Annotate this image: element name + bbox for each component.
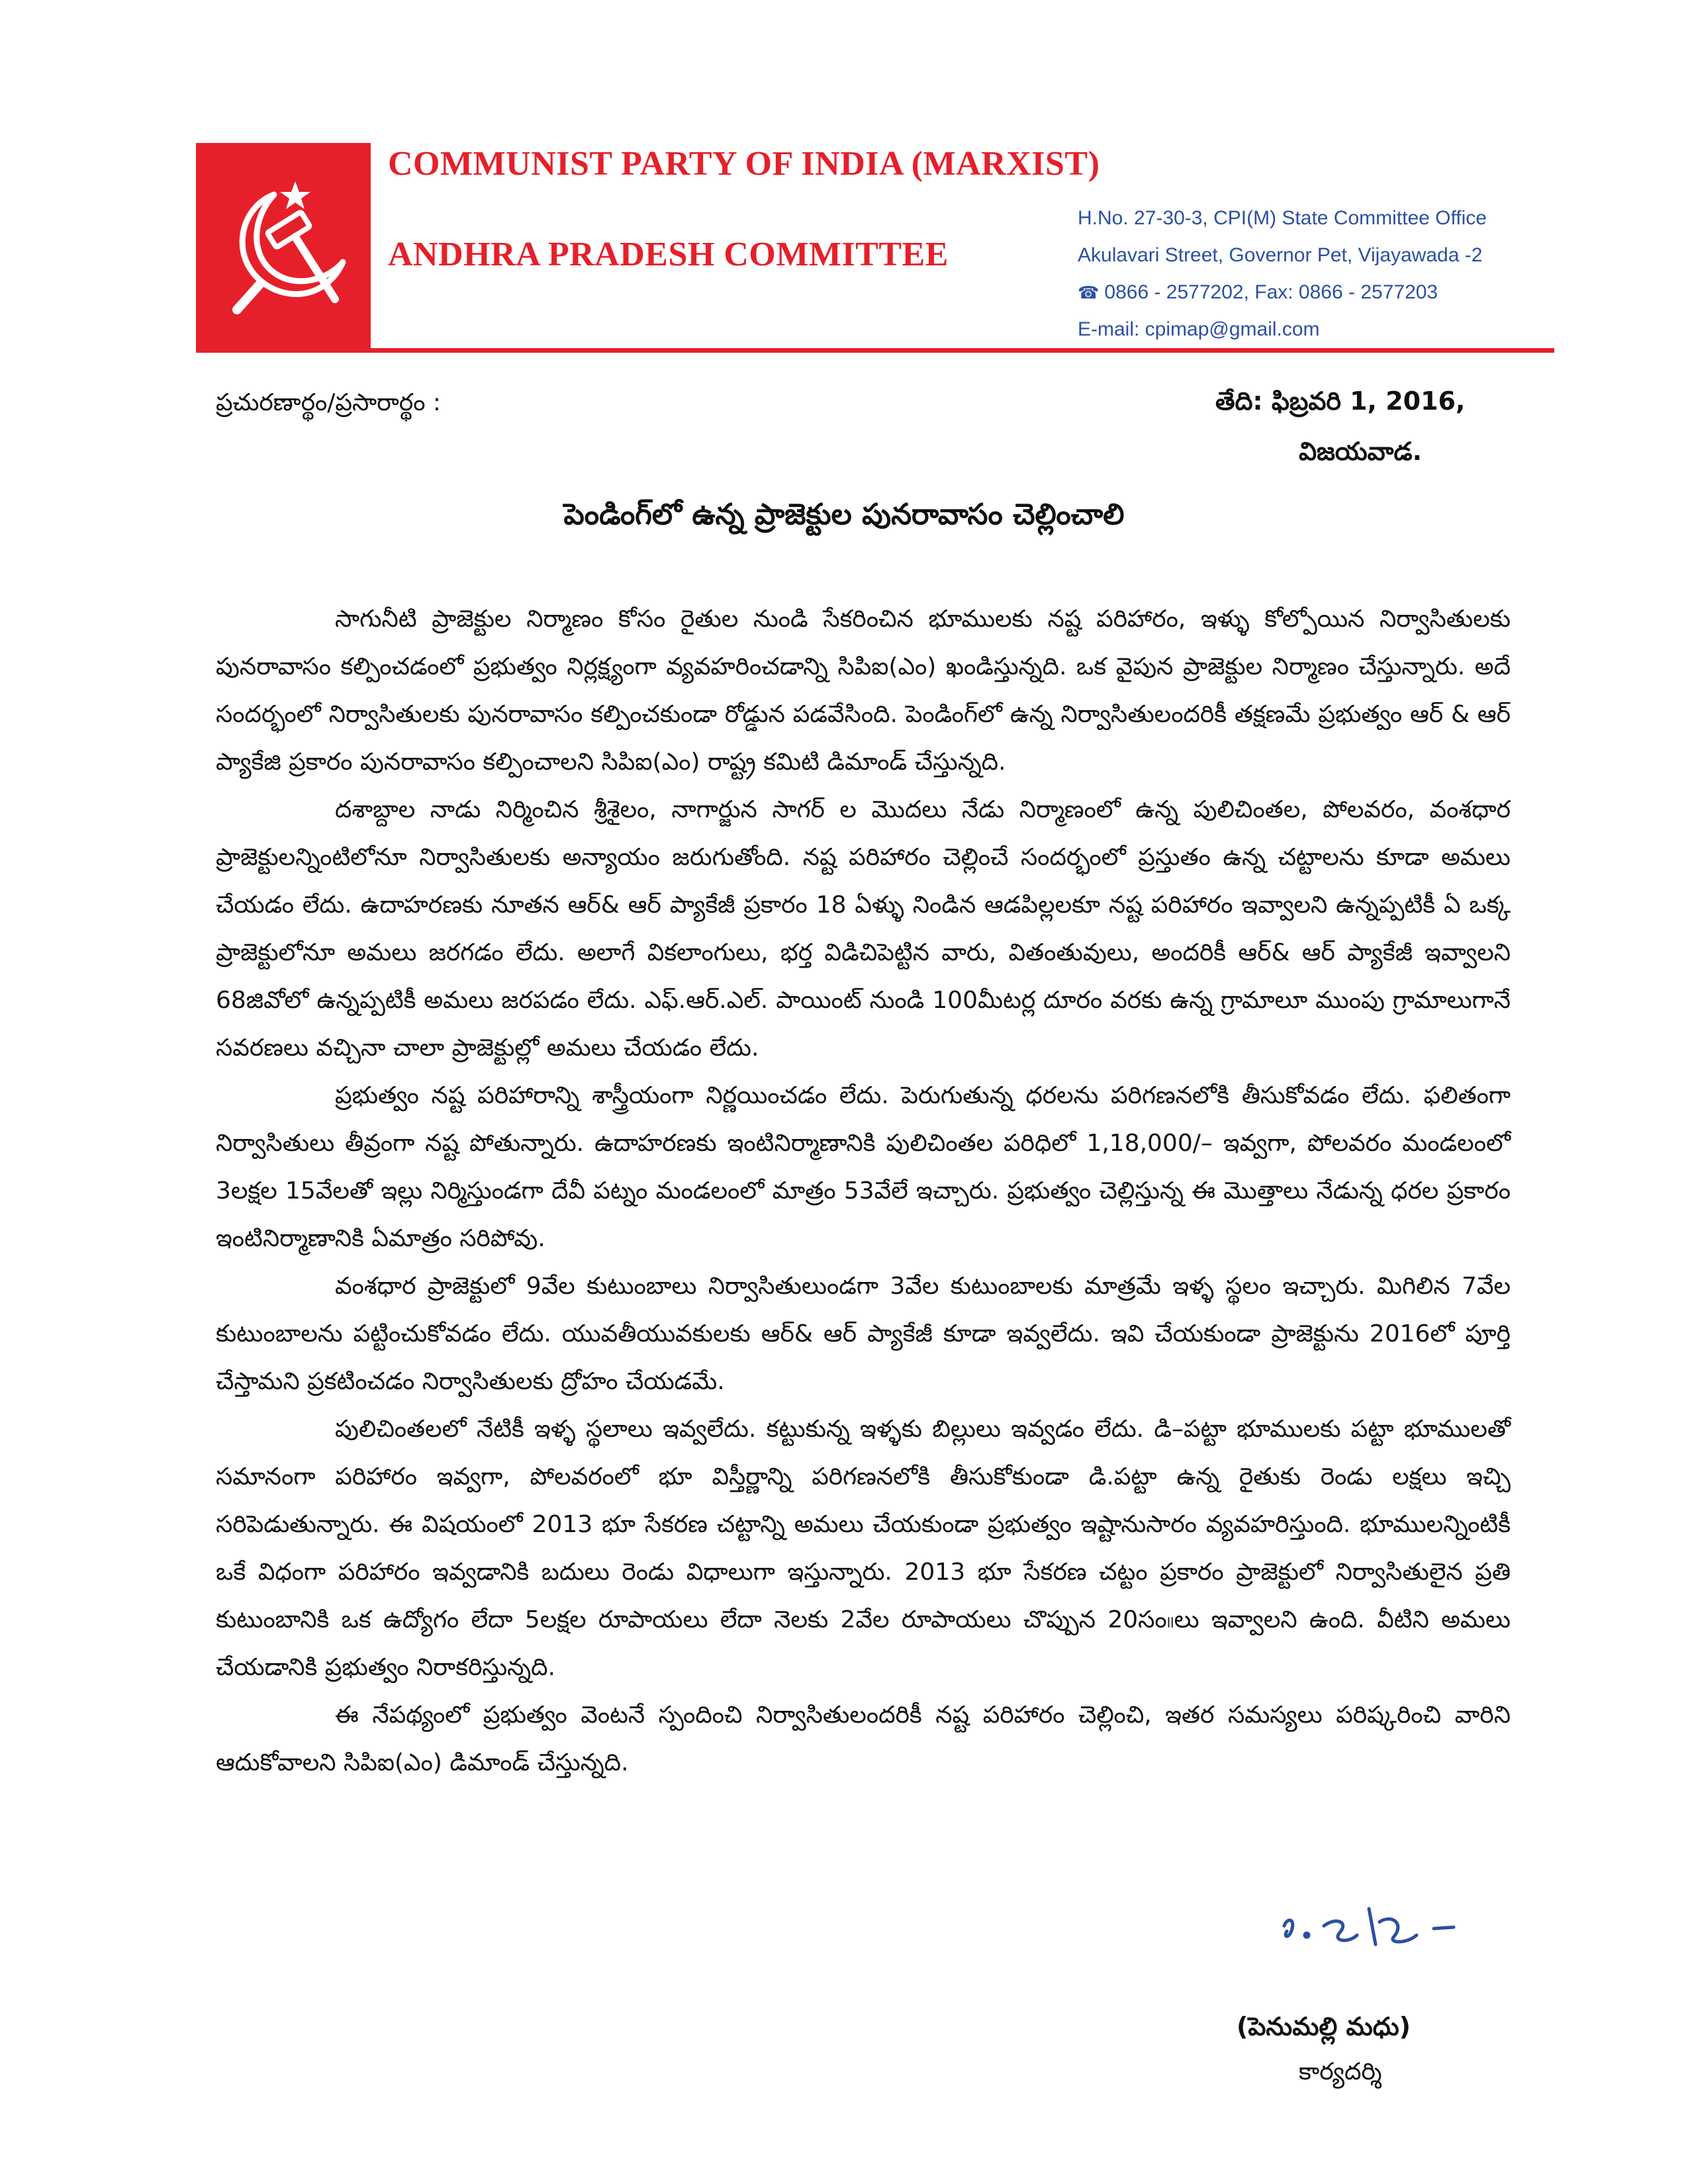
paragraph: ఈ నేపథ్యంలో ప్రభుత్వం వెంటనే స్పందించి నిర్వాసితులందరికీ నష్ట పరిహారం చెల్లించి, ఇతర సమస్యలు పరిష్కరించి వారిని ఆదుకోవాలని సిపిఐ(ఎం) డిమాండ్ చేస్తున్నది. — [216, 1702, 1511, 1776]
address-line-2: Akulavari Street, Governor Pet, Vijayawada -2 — [1078, 244, 1483, 266]
paragraph: సాగునీటి ప్రాజెక్టుల నిర్మాణం కోసం రైతుల నుండి సేకరించిన భూములకు నష్ట పరిహారం, ఇళ్ళు కోల్పోయిన నిర్వాసితులకు పునరావాసం కల్పించడంలో ప్రభుత్వం నిర్లక్ష్యంగా వ్యవహరించడాన్ని సిపిఐ(ఎం) ఖండిస్తున్నది. ఒక వైపున ప్రాజెక్టుల నిర్మాణం చేస్తున్నారు. అదే సందర్భంలో నిర్వాసితులకు పునరావాసం కల్పించకుండా రోడ్డున పడవేసింది. పెండింగ్‌లో ఉన్న నిర్వాసితులందరికీ తక్షణమే ప్రభుత్వం ఆర్ & ఆర్ ప్యాకేజి ప్రకారం పునరావాసం కల్పించాలని సిపిఐ(ఎం) రాష్ట్ర కమిటి డిమాండ్ చేస్తున్నది. — [216, 606, 1511, 776]
committee-name: ANDHRA PRADESH COMMITTEE — [388, 236, 949, 273]
paragraph: దశాబ్దాల నాడు నిర్మించిన శ్రీశైలం, నాగార్జున సాగర్ ల మొదలు నేడు నిర్మాణంలో ఉన్న పులిచింతల, పోలవరం, వంశధార ప్రాజెక్టులన్నింటిలోనూ నిర్వాసితులకు అన్యాయం జరుగుతోంది. నష్ట పరిహారం చెల్లించే సందర్భంలో ప్రస్తుతం ఉన్న చట్టాలను కూడా అమలు చేయడం లేదు. ఉదాహరణకు నూతన ఆర్& ఆర్ ప్యాకేజీ ప్రకారం 18 ఏళ్ళు నిండిన ఆడపిల్లలకూ నష్ట పరిహారం ఇవ్వాలని ఉన్నప్పటికీ ఏ ఒక్క ప్రాజెక్టులోనూ అమలు జరగడం లేదు. అలాగే వికలాంగులు, భర్త విడిచిపెట్టిన వారు, వితంతువులు, అందరికీ ఆర్& ఆర్ ప్యాకేజీ ఇవ్వాలని 68జివోలో ఉన్నప్పటికీ అమలు జరపడం లేదు. ఎఫ్.ఆర్.ఎల్. పాయింట్ నుండి 100మీటర్ల దూరం వరకు ఉన్న గ్రామాలూ ముంపు గ్రామాలుగానే సవరణలు వచ్చినా చాలా ప్రాజెక్టుల్లో అమలు చేయడం లేదు. — [216, 796, 1511, 1062]
place-text: విజయవాడ. — [1299, 437, 1423, 466]
date-text: తేది: ఫిబ్రవరి 1, 2016, — [1215, 387, 1466, 416]
phone-icon: ☎ — [1078, 283, 1100, 302]
paragraph: వంశధార ప్రాజెక్టులో 9వేల కుటుంబాలు నిర్వాసితులుండగా 3వేల కుటుంబాలకు మాత్రమే ఇళ్ళ స్థలం ఇచ్చారు. మిగిలిన 7వేల కుటుంబాలను పట్టించుకోవడం లేదు. యువతీయువకులకు ఆర్& ఆర్ ప్యాకేజీ కూడా ఇవ్వలేదు. ఇవి చేయకుండా ప్రాజెక్టును 2016లో పూర్తి చేస్తామని ప్రకటించడం నిర్వాసితులకు ద్రోహం చేయడమే. — [216, 1273, 1511, 1395]
paragraph: ప్రభుత్వం నష్ట పరిహారాన్ని శాస్త్రీయంగా నిర్ణయించడం లేదు. పెరుగుతున్న ధరలను పరిగణనలోకి తీసుకోవడం లేదు. ఫలితంగా నిర్వాసితులు తీవ్రంగా నష్ట పోతున్నారు. ఉదాహరణకు ఇంటినిర్మాణానికి పులిచింతల పరిధిలో 1,18,000/– ఇవ్వగా, పోలవరం మండలంలో 3లక్షల 15వేలతో ఇల్లు నిర్మిస్తుండగా దేవీ పట్నం మండలంలో మాత్రం 53వేలే ఇచ్చారు. ప్రభుత్వం చెల్లిస్తున్న ఈ మొత్తాలు నేడున్న ధరల ప్రకారం ఇంటినిర్మాణానికి ఏమాత్రం సరిపోవు. — [216, 1082, 1511, 1252]
party-logo — [196, 143, 371, 348]
header-divider — [196, 348, 1554, 353]
release-label: ప్రచురణార్థం/ప్రసారార్థం : — [216, 389, 442, 416]
hammer-sickle-star-icon — [196, 143, 371, 348]
party-name: COMMUNIST PARTY OF INDIA (MARXIST) — [388, 145, 1100, 183]
contact-block — [1078, 200, 1541, 348]
signatory-name: (పెనుమల్లి మధు) — [1237, 2012, 1411, 2041]
document-title: పెండింగ్‌లో ఉన్న ప్రాజెక్టుల పునరావాసం చెల్లించాలి — [563, 498, 1125, 531]
signatory-designation: కార్యదర్శి — [1299, 2058, 1382, 2085]
address-line-1: H.No. 27-30-3, CPI(M) State Committee Office — [1078, 207, 1487, 229]
email-line: E-mail: cpimap@gmail.com — [1078, 318, 1320, 340]
handwritten-signature — [1258, 1880, 1496, 1985]
phone-line — [1078, 274, 1541, 311]
paragraph: పులిచింతలలో నేటికీ ఇళ్ళ స్థలాలు ఇవ్వలేదు. కట్టుకున్న ఇళ్ళకు బిల్లులు ఇవ్వడం లేదు. డి–పట్టా భూములకు పట్టా భూములతో సమానంగా పరిహారం ఇవ్వగా, పోలవరంలో భూ విస్తీర్ణాన్ని పరిగణనలోకి తీసుకోకుండా డి.పట్టా ఉన్న రైతుకు రెండు లక్షలు ఇచ్చి సరిపెడుతున్నారు. ఈ విషయంలో 2013 భూ సేకరణ చట్టాన్ని అమలు చేయకుండా ప్రభుత్వం ఇష్టానుసారం వ్యవహరిస్తుంది. భూములన్నింటికీ ఒకే విధంగా పరిహారం ఇవ్వడానికి బదులు రెండు విధాలుగా ఇస్తున్నారు. 2013 భూ సేకరణ చట్టం ప్రకారం ప్రాజెక్టులో నిర్వాసితులైన ప్రతి కుటుంబానికి ఒక ఉద్యోగం లేదా 5లక్షల రూపాయలు లేదా నెలకు 2వేల రూపాయలు చొప్పున 20సం။లు ఇవ్వాలని ఉంది. వీటిని అమలు చేయడానికి ప్రభుత్వం నిరాకరిస్తున్నది. — [216, 1416, 1511, 1681]
phone-fax-text: 0866 - 2577202, Fax: 0866 - 2577203 — [1104, 281, 1438, 303]
document-body — [216, 596, 1511, 1787]
